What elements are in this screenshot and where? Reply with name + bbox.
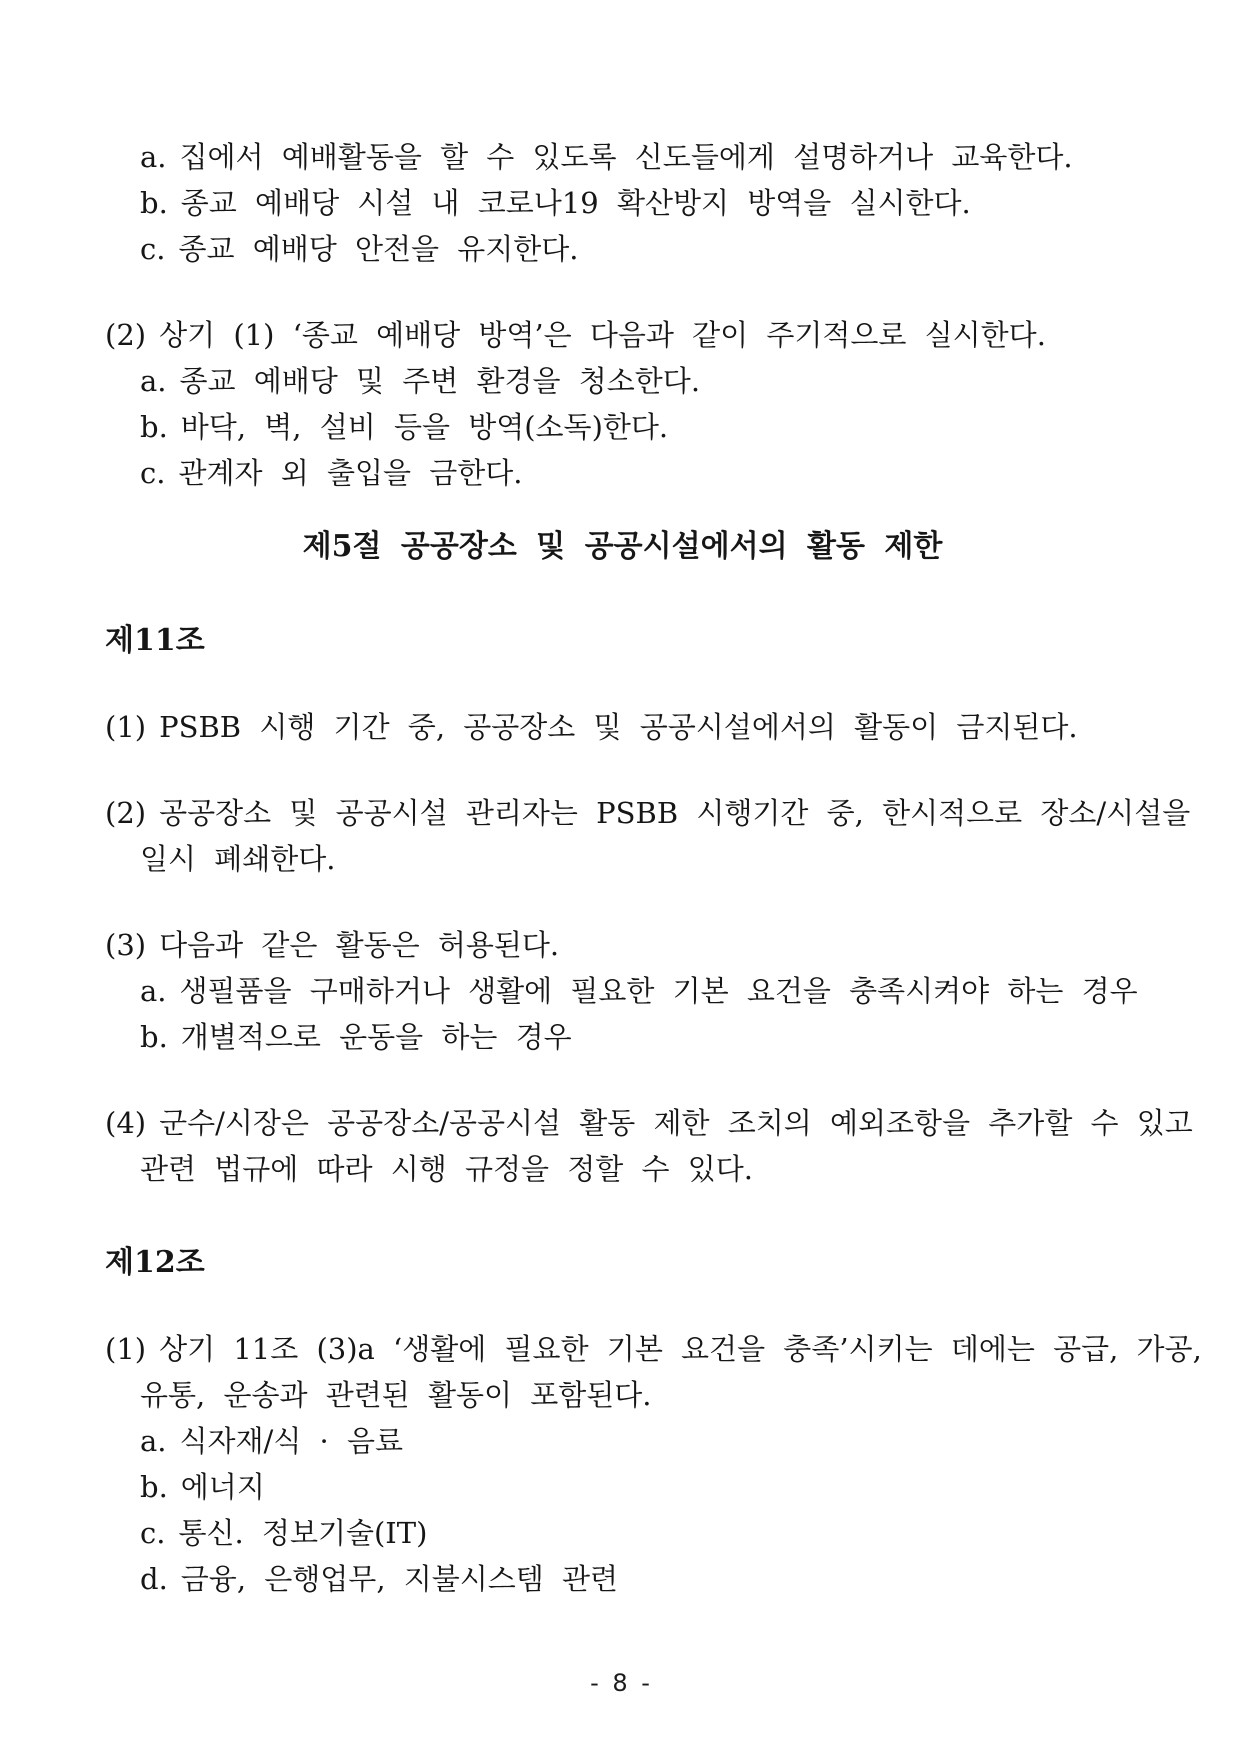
page-number: - 8 - — [590, 1669, 650, 1697]
paragraph-number: (2) — [105, 796, 147, 830]
list-item — [105, 180, 1140, 226]
list-item-label: c. — [140, 456, 166, 490]
list-item-label: b. — [140, 186, 168, 220]
list-item-label: a. — [140, 974, 167, 1008]
paragraph-text: 다음과 같은 활동은 허용된다. — [159, 928, 560, 962]
list-item-text: 개별적으로 운동을 하는 경우 — [180, 1020, 572, 1054]
list-item-text: 바닥, 벽, 설비 등을 방역(소독)한다. — [180, 410, 669, 444]
paragraph-continuation-line: 일시 폐쇄한다. — [140, 842, 336, 876]
list-item — [105, 226, 1140, 272]
list-item — [105, 1464, 1140, 1510]
article-11-heading: 제11조 — [105, 623, 205, 658]
paragraph-continuation-line: 관련 법규에 따라 시행 규정을 정할 수 있다. — [140, 1152, 753, 1186]
paragraph-number: (1) — [105, 710, 147, 744]
article-11-paragraph-3 — [105, 922, 1140, 1060]
article-11-paragraph-1 — [105, 704, 1140, 750]
list-item-label: c. — [140, 1516, 166, 1550]
list-item-text: 에너지 — [180, 1470, 265, 1504]
list-item-label: a. — [140, 364, 167, 398]
article-12-paragraph-1 — [105, 1326, 1202, 1602]
paragraph-number: (4) — [105, 1106, 147, 1140]
paragraph-number: (2) — [105, 318, 147, 352]
list-item-text: 관계자 외 출입을 금한다. — [178, 456, 523, 490]
paragraph-line — [105, 312, 1140, 358]
paragraph-line — [105, 790, 1191, 836]
list-item — [105, 968, 1140, 1014]
list-item — [105, 450, 1140, 496]
paragraph-text: 상기 (1) ‘종교 예배당 방역’은 다음과 같이 주기적으로 실시한다. — [159, 318, 1046, 352]
list-item-label: c. — [140, 232, 166, 266]
list-item — [105, 404, 1140, 450]
paragraph-line — [105, 704, 1140, 750]
list-item — [105, 134, 1140, 180]
article-12-heading: 제12조 — [105, 1245, 205, 1280]
list-item — [105, 358, 1140, 404]
paragraph-number: (1) — [105, 1332, 147, 1366]
paragraph-line — [105, 1100, 1193, 1146]
list-item-text: 통신. 정보기술(IT) — [178, 1516, 428, 1550]
list-item-label: b. — [140, 1470, 168, 1504]
article-11-paragraph-2 — [105, 790, 1191, 882]
list-item-label: b. — [140, 1020, 168, 1054]
list-item-text: 집에서 예배활동을 할 수 있도록 신도들에게 설명하거나 교육한다. — [179, 140, 1073, 174]
paragraph-text: 군수/시장은 공공장소/공공시설 활동 제한 조치의 예외조항을 추가할 수 있고 — [159, 1106, 1193, 1140]
list-item-text: 생필품을 구매하거나 생활에 필요한 기본 요건을 충족시켜야 하는 경우 — [179, 974, 1138, 1008]
list-item — [105, 1014, 1140, 1060]
paragraph-disinfection — [105, 312, 1140, 496]
section-5-heading: 제5절 공공장소 및 공공시설에서의 활동 제한 — [302, 529, 943, 564]
list-item-text: 종교 예배당 시설 내 코로나19 확산방지 방역을 실시한다. — [180, 186, 971, 220]
paragraph-line — [105, 1326, 1202, 1372]
list-item-label: a. — [140, 140, 167, 174]
list-item-label: d. — [140, 1562, 168, 1596]
paragraph-text: 공공장소 및 공공시설 관리자는 PSBB 시행기간 중, 한시적으로 장소/시설을 — [159, 796, 1191, 830]
paragraph-continuation-line: 유통, 운송과 관련된 활동이 포함된다. — [140, 1378, 652, 1412]
list-item-label: b. — [140, 410, 168, 444]
list-item — [105, 1418, 1140, 1464]
list-item — [105, 1510, 1140, 1556]
paragraph-text: PSBB 시행 기간 중, 공공장소 및 공공시설에서의 활동이 금지된다. — [159, 710, 1078, 744]
paragraph-line — [105, 922, 1140, 968]
list-item — [105, 1556, 1140, 1602]
list-item-text: 금융, 은행업무, 지불시스템 관련 — [180, 1562, 619, 1596]
religious-worship-measures-list — [105, 134, 1140, 272]
list-item-text: 식자재/식 · 음료 — [179, 1424, 404, 1458]
list-item-text: 종교 예배당 안전을 유지한다. — [178, 232, 579, 266]
paragraph-number: (3) — [105, 928, 147, 962]
paragraph-text: 상기 11조 (3)a ‘생활에 필요한 기본 요건을 충족’시키는 데에는 공급, 가공, — [159, 1332, 1202, 1366]
article-11-paragraph-4 — [105, 1100, 1193, 1192]
list-item-label: a. — [140, 1424, 167, 1458]
list-item-text: 종교 예배당 및 주변 환경을 청소한다. — [179, 364, 701, 398]
